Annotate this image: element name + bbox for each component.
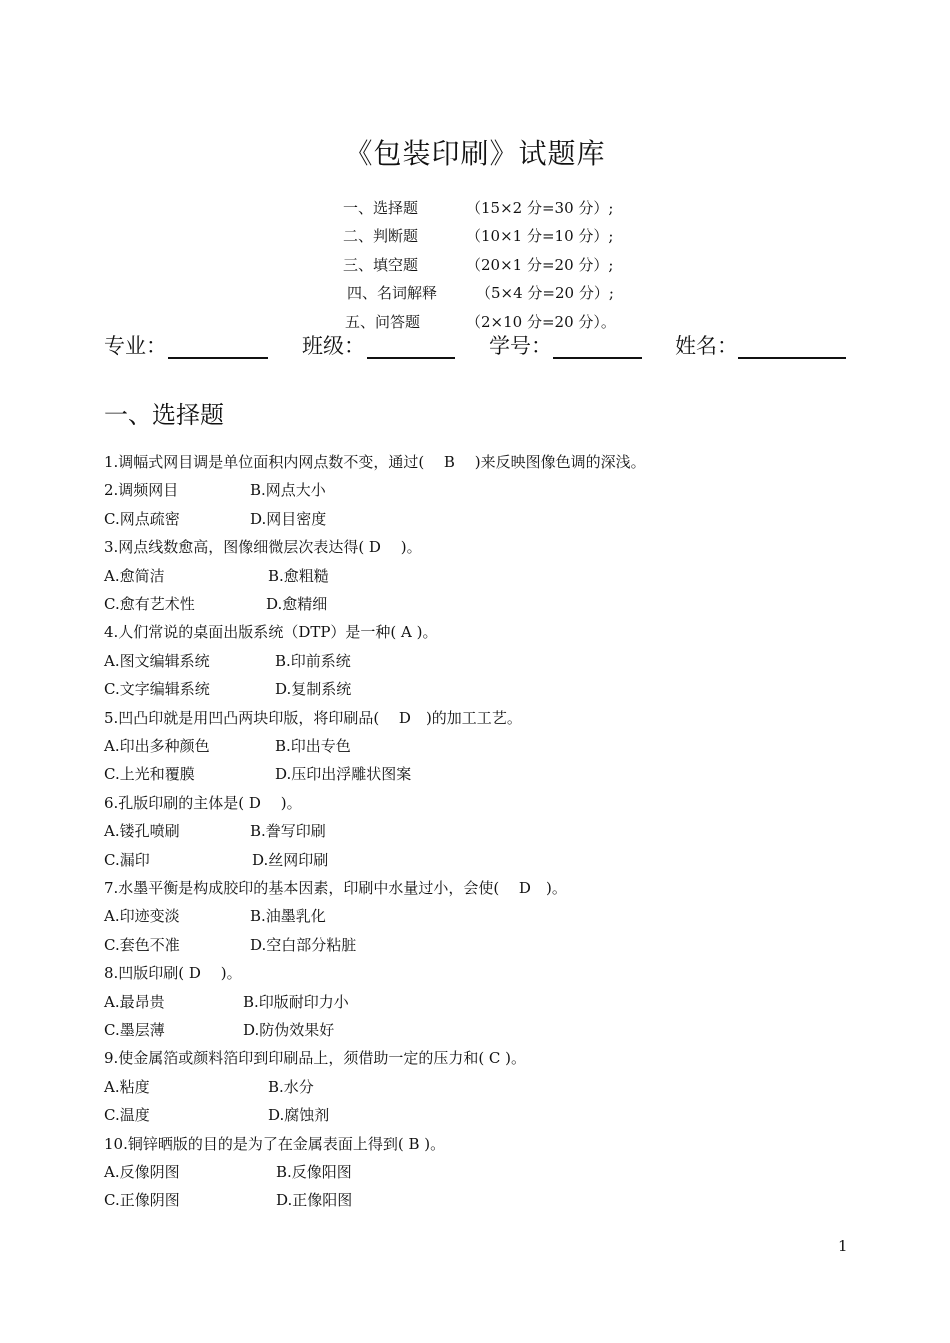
option-row bbox=[104, 567, 604, 585]
major-blank bbox=[168, 357, 268, 359]
answer-option: C.套色不准 bbox=[104, 935, 180, 954]
answer-option: D.腐蚀剂 bbox=[268, 1106, 330, 1125]
option-row bbox=[104, 1078, 604, 1096]
answer-option: C.上光和覆膜 bbox=[104, 765, 195, 784]
class-label: 班级： bbox=[302, 334, 365, 358]
student-info-row bbox=[104, 330, 854, 362]
name-label: 姓名： bbox=[675, 334, 738, 358]
option-row bbox=[104, 1163, 604, 1181]
summary-section-name: 一、选择题 bbox=[343, 199, 419, 217]
section-heading: 一、选择题 bbox=[104, 401, 224, 429]
answer-option: D.网目密度 bbox=[250, 509, 327, 528]
summary-section-score: （10×1 分=10 分）; bbox=[466, 227, 614, 245]
summary-section-score: （15×2 分=30 分）; bbox=[466, 199, 614, 217]
major-label: 专业： bbox=[104, 334, 167, 358]
question-stem: 9.使金属箔或颜料箔印到印刷品上，须借助一定的压力和( C )。 bbox=[104, 1049, 527, 1068]
option-row bbox=[104, 510, 604, 528]
summary-section-name: 二、判断题 bbox=[343, 227, 419, 245]
answer-option: A.最昂贵 bbox=[104, 992, 165, 1011]
question-stem: 6.孔版印刷的主体是( D )。 bbox=[104, 793, 302, 812]
answer-option: D.愈精细 bbox=[266, 595, 328, 613]
answer-option: B.油墨乳化 bbox=[250, 907, 326, 926]
page-title: 《包装印刷》试题库 bbox=[344, 137, 606, 170]
question-stem: 8.凹版印刷( D )。 bbox=[104, 964, 242, 983]
class-blank bbox=[367, 357, 455, 359]
question-stem: 10.铜锌晒版的目的是为了在金属表面上得到( B )。 bbox=[104, 1134, 446, 1153]
option-row bbox=[104, 652, 604, 670]
answer-option: D.复制系统 bbox=[275, 680, 352, 699]
answer-option: D.压印出浮雕状图案 bbox=[275, 765, 412, 784]
summary-section-name: 三、填空题 bbox=[343, 256, 419, 274]
option-row bbox=[104, 737, 604, 755]
summary-section-score: （2×10 分=20 分）。 bbox=[466, 313, 616, 331]
summary-section-name: 四、名词解释 bbox=[347, 284, 438, 302]
name-blank bbox=[738, 357, 846, 359]
answer-option: B.反像阳图 bbox=[276, 1163, 352, 1181]
option-row bbox=[104, 481, 604, 499]
answer-option: A.反像阴图 bbox=[104, 1163, 180, 1181]
answer-option: B.水分 bbox=[268, 1077, 314, 1096]
option-row bbox=[104, 595, 604, 613]
answer-option: C.愈有艺术性 bbox=[104, 595, 195, 613]
answer-option: C.网点疏密 bbox=[104, 509, 180, 528]
answer-option: A.印迹变淡 bbox=[104, 907, 180, 926]
answer-option: B.网点大小 bbox=[250, 481, 326, 500]
question-stem: 5.凹凸印就是用凹凸两块印版，将印刷品( D )的加工工艺。 bbox=[104, 708, 522, 727]
answer-option: B.印出专色 bbox=[275, 737, 351, 755]
option-row bbox=[104, 936, 604, 954]
question-stem: 4.人们常说的桌面出版系统（DTP）是一种( A )。 bbox=[104, 623, 438, 642]
summary-section-score: （5×4 分=20 分）; bbox=[476, 284, 614, 302]
answer-option: D.防伪效果好 bbox=[243, 1021, 335, 1039]
option-row bbox=[104, 1106, 604, 1124]
option-row bbox=[104, 1191, 604, 1209]
question-stem: 1.调幅式网目调是单位面积内网点数不变，通过( B )来反映图像色调的深浅。 bbox=[104, 453, 646, 471]
option-row bbox=[104, 822, 604, 840]
answer-option: A.粘度 bbox=[104, 1077, 150, 1096]
answer-option: C.正像阴图 bbox=[104, 1191, 180, 1210]
question-stem: 3.网点线数愈高，图像细微层次表达得( D )。 bbox=[104, 538, 422, 557]
answer-option: A.愈简洁 bbox=[104, 566, 165, 585]
option-row bbox=[104, 765, 604, 783]
answer-option: A.镂孔喷刷 bbox=[104, 822, 180, 841]
summary-section-name: 五、问答题 bbox=[345, 313, 421, 331]
student-id-blank bbox=[553, 357, 642, 359]
answer-option: D.正像阳图 bbox=[276, 1191, 353, 1210]
option-row bbox=[104, 680, 604, 698]
answer-option: B.愈粗糙 bbox=[268, 566, 329, 585]
answer-option: 2.调频网目 bbox=[104, 481, 179, 500]
student-id-label: 学号： bbox=[489, 334, 552, 358]
option-row bbox=[104, 907, 604, 925]
answer-option: D.丝网印刷 bbox=[252, 850, 329, 869]
answer-option: A.图文编辑系统 bbox=[104, 651, 210, 670]
answer-option: D.空白部分粘脏 bbox=[250, 935, 357, 954]
answer-option: C.漏印 bbox=[104, 850, 150, 869]
question-stem: 7.水墨平衡是构成胶印的基本因素，印刷中水量过小，会使( D )。 bbox=[104, 879, 567, 897]
answer-option: C.文字编辑系统 bbox=[104, 680, 210, 699]
answer-option: A.印出多种颜色 bbox=[104, 737, 210, 755]
answer-option: C.温度 bbox=[104, 1106, 150, 1125]
answer-option: B.印版耐印力小 bbox=[243, 992, 349, 1011]
answer-option: B.印前系统 bbox=[275, 651, 351, 670]
option-row bbox=[104, 851, 604, 869]
option-row bbox=[104, 1021, 604, 1039]
summary-section-score: （20×1 分=20 分）; bbox=[466, 256, 614, 274]
option-row bbox=[104, 993, 604, 1011]
answer-option: C.墨层薄 bbox=[104, 1021, 165, 1039]
answer-option: B.誊写印刷 bbox=[250, 822, 326, 841]
page-number: 1 bbox=[838, 1237, 848, 1255]
